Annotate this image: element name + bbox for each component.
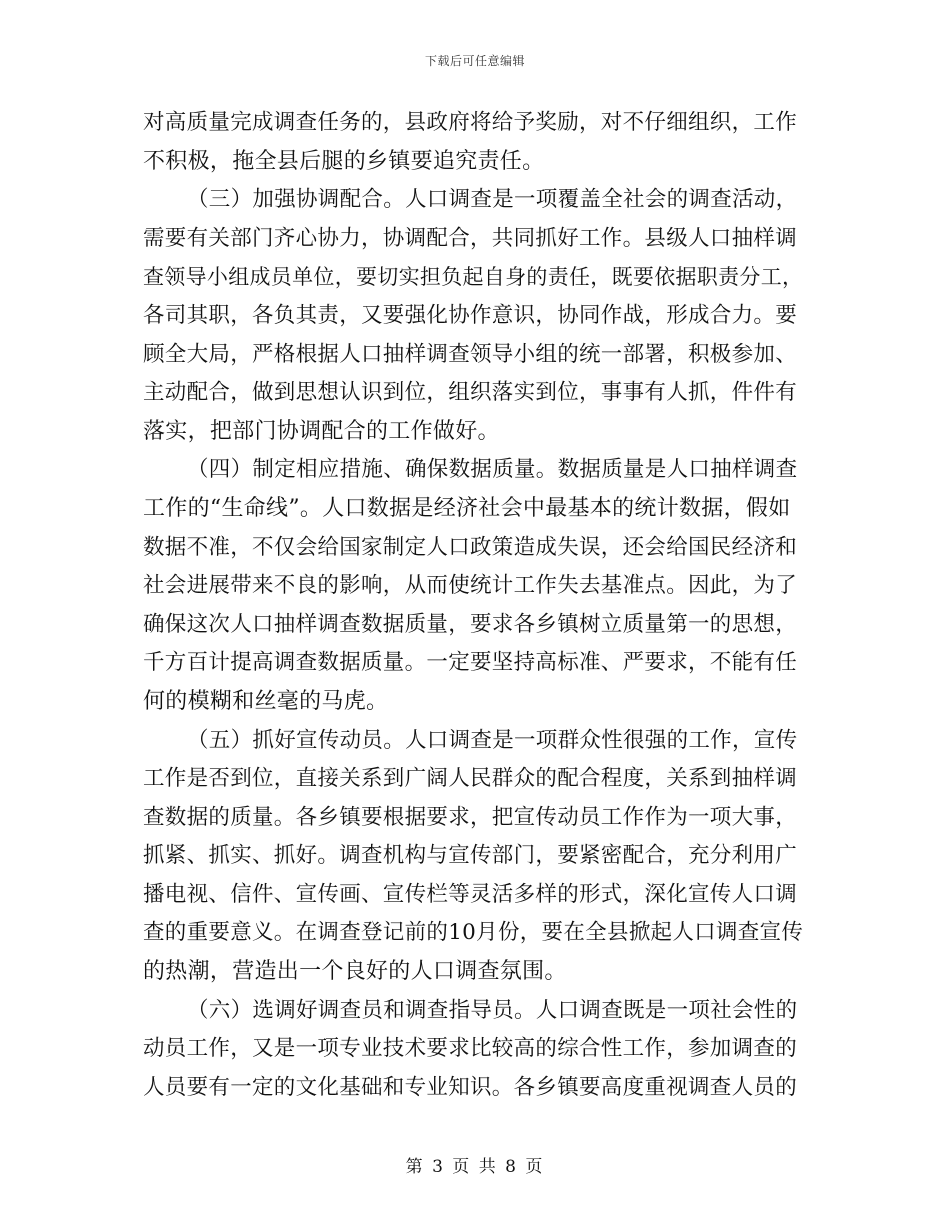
text-line: 的热潮，营造出一个良好的人口调查氛围。 [143, 959, 567, 985]
text-line: 对高质量完成调查任务的，县政府将给予奖励，对不仔细组织，工作 [143, 110, 798, 135]
text-line: （四）制定相应措施、确保数据质量。数据质量是人口抽样调查 [187, 457, 798, 483]
text-line: 数据不准，不仅会给国家制定人口政策造成失误，还会给国民经济和 [143, 534, 798, 560]
text-line: 动员工作，又是一项专业技术要求比较高的综合性工作，参加调查的 [143, 1036, 798, 1062]
text-line: 何的模糊和丝毫的马虎。 [143, 688, 389, 714]
text-line: 需要有关部门齐心协力，协调配合，共同抓好工作。县级人口抽样调 [143, 225, 798, 251]
text-line: 查数据的质量。各乡镇要根据要求，把宣传动员工作作为一项大事， [143, 804, 798, 830]
text-line: 确保这次人口抽样调查数据质量，要求各乡镇树立质量第一的思想， [143, 611, 798, 637]
page-footer: 第 3 页 共 8 页 [405, 1157, 545, 1177]
text-line: （五）抓好宣传动员。人口调查是一项群众性很强的工作，宣传 [187, 727, 798, 753]
text-line: 主动配合，做到思想认识到位，组织落实到位，事事有人抓，件件有 [143, 380, 798, 406]
text-line: 千方百计提高调查数据质量。一定要坚持高标准、严要求，不能有任 [143, 650, 798, 676]
text-line: （三）加强协调配合。人口调查是一项覆盖全社会的调查活动， [187, 187, 798, 213]
text-line: 查领导小组成员单位，要切实担负起自身的责任，既要依据职责分工， [143, 265, 804, 290]
text-line: 顾全大局，严格根据人口抽样调查领导小组的统一部署，积极参加、 [143, 341, 798, 367]
text-line: 工作的“生命线”。人口数据是经济社会中最基本的统计数据，假如 [143, 495, 791, 521]
text-line: 社会进展带来不良的影响，从而使统计工作失去基准点。因此，为了 [143, 573, 798, 599]
document-body [143, 104, 803, 1107]
text-line: 落实，把部门协调配合的工作做好。 [143, 418, 500, 444]
text-line: 播电视、信件、宣传画、宣传栏等灵活多样的形式，深化宣传人口调 [143, 881, 798, 907]
text-line: 人员要有一定的文化基础和专业知识。各乡镇要高度重视调查人员的 [143, 1074, 798, 1100]
text-line: 工作是否到位，直接关系到广阔人民群众的配合程度，关系到抽样调 [143, 766, 798, 792]
text-line: 不积极，拖全县后腿的乡镇要追究责任。 [143, 148, 545, 174]
text-line: 查的重要意义。在调查登记前的10月份，要在全县掀起人口调查宣传 [143, 920, 804, 946]
text-line: 各司其职，各负其责，又要强化协作意识，协同作战，形成合力。要 [143, 302, 798, 328]
text-line: 抓紧、抓实、抓好。调查机构与宣传部门，要紧密配合，充分利用广 [143, 843, 798, 869]
page-header: 下载后可任意编辑 [424, 54, 525, 68]
text-line: （六）选调好调查员和调查指导员。人口调查既是一项社会性的 [187, 997, 798, 1023]
